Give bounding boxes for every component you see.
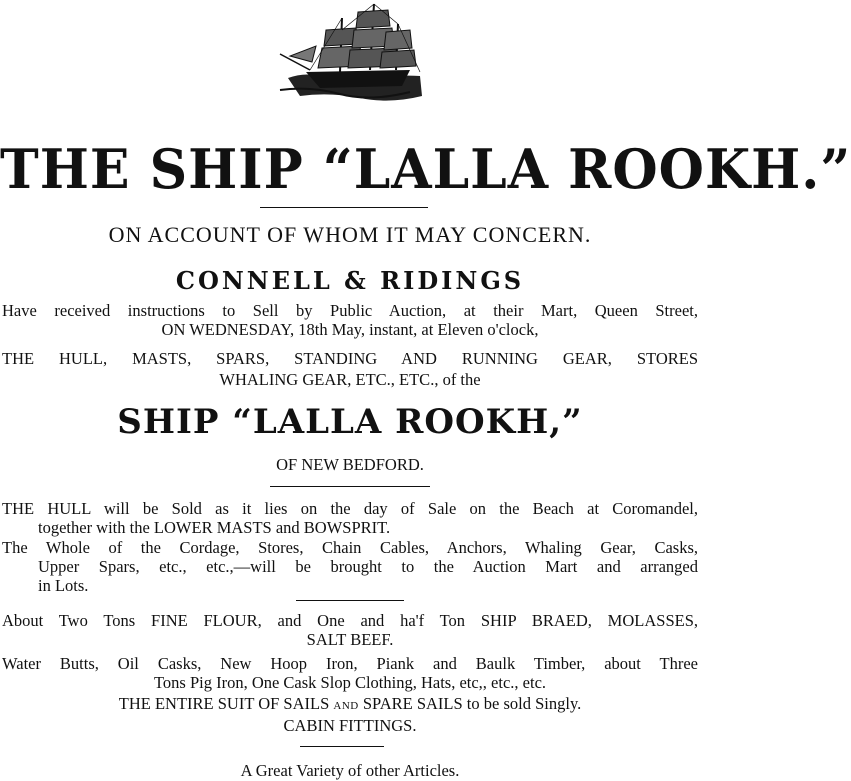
flour-line-2: SALT BEEF. [306, 630, 394, 649]
sails-part-2: SPARE SAILS to be sold Singly. [362, 694, 582, 713]
divider [300, 746, 384, 747]
flour-line-1: About Two Tons FINE FLOUR, and One and ha'f Ton SHIP BRAED, MOLASSES, [2, 611, 698, 630]
divider [270, 486, 430, 487]
cordage-line-1: The Whole of the Cordage, Stores, Chain Cables, Anchors, Whaling Gear, Casks, [2, 538, 698, 557]
ship-name: SHIP “LALLA ROOKH,” [117, 402, 583, 442]
divider [260, 207, 428, 208]
ship-woodcut-icon [270, 0, 430, 112]
intro-line-1: Have received instructions to Sell by Public Auction, at their Mart, Queen Street, [2, 301, 698, 320]
butts-line-1: Water Butts, Oil Casks, New Hoop Iron, Piank and Baulk Timber, about Three [2, 654, 698, 673]
items-line-2: WHALING GEAR, ETC., ETC., of the [219, 370, 481, 389]
cabin-line: CABIN FITTINGS. [283, 716, 417, 735]
intro-line-2: ON WEDNESDAY, 18th May, instant, at Eleven o'clock, [161, 320, 539, 339]
concern-line: ON ACCOUNT OF WHOM IT MAY CONCERN. [108, 222, 592, 247]
hull-line-2: together with the LOWER MASTS and BOWSPRIT. [38, 518, 391, 537]
sails-and: AND [333, 700, 359, 712]
sails-part-1: THE ENTIRE SUIT OF SAILS [118, 694, 330, 713]
hull-line-1: THE HULL will be Sold as it lies on the day of Sale on the Beach at Coromandel, [2, 499, 698, 518]
butts-line-2: Tons Pig Iron, One Cask Slop Clothing, Hats, etc,, etc., etc. [153, 673, 547, 692]
variety-line: A Great Variety of other Articles. [240, 761, 460, 780]
origin-line: OF NEW BEDFORD. [276, 455, 424, 474]
items-line-1: THE HULL, MASTS, SPARS, STANDING AND RUNNING GEAR, STORES [2, 349, 698, 368]
headline: THE SHIP “LALLA ROOKH.” [0, 137, 851, 202]
divider [296, 600, 404, 601]
cordage-line-3: in Lots. [38, 576, 89, 595]
firm-name: CONNELL & RIDINGS [175, 266, 525, 295]
sails-line [0, 694, 700, 714]
cordage-line-2: Upper Spars, etc., etc.,—will be brought to the Auction Mart and arranged [38, 557, 698, 576]
